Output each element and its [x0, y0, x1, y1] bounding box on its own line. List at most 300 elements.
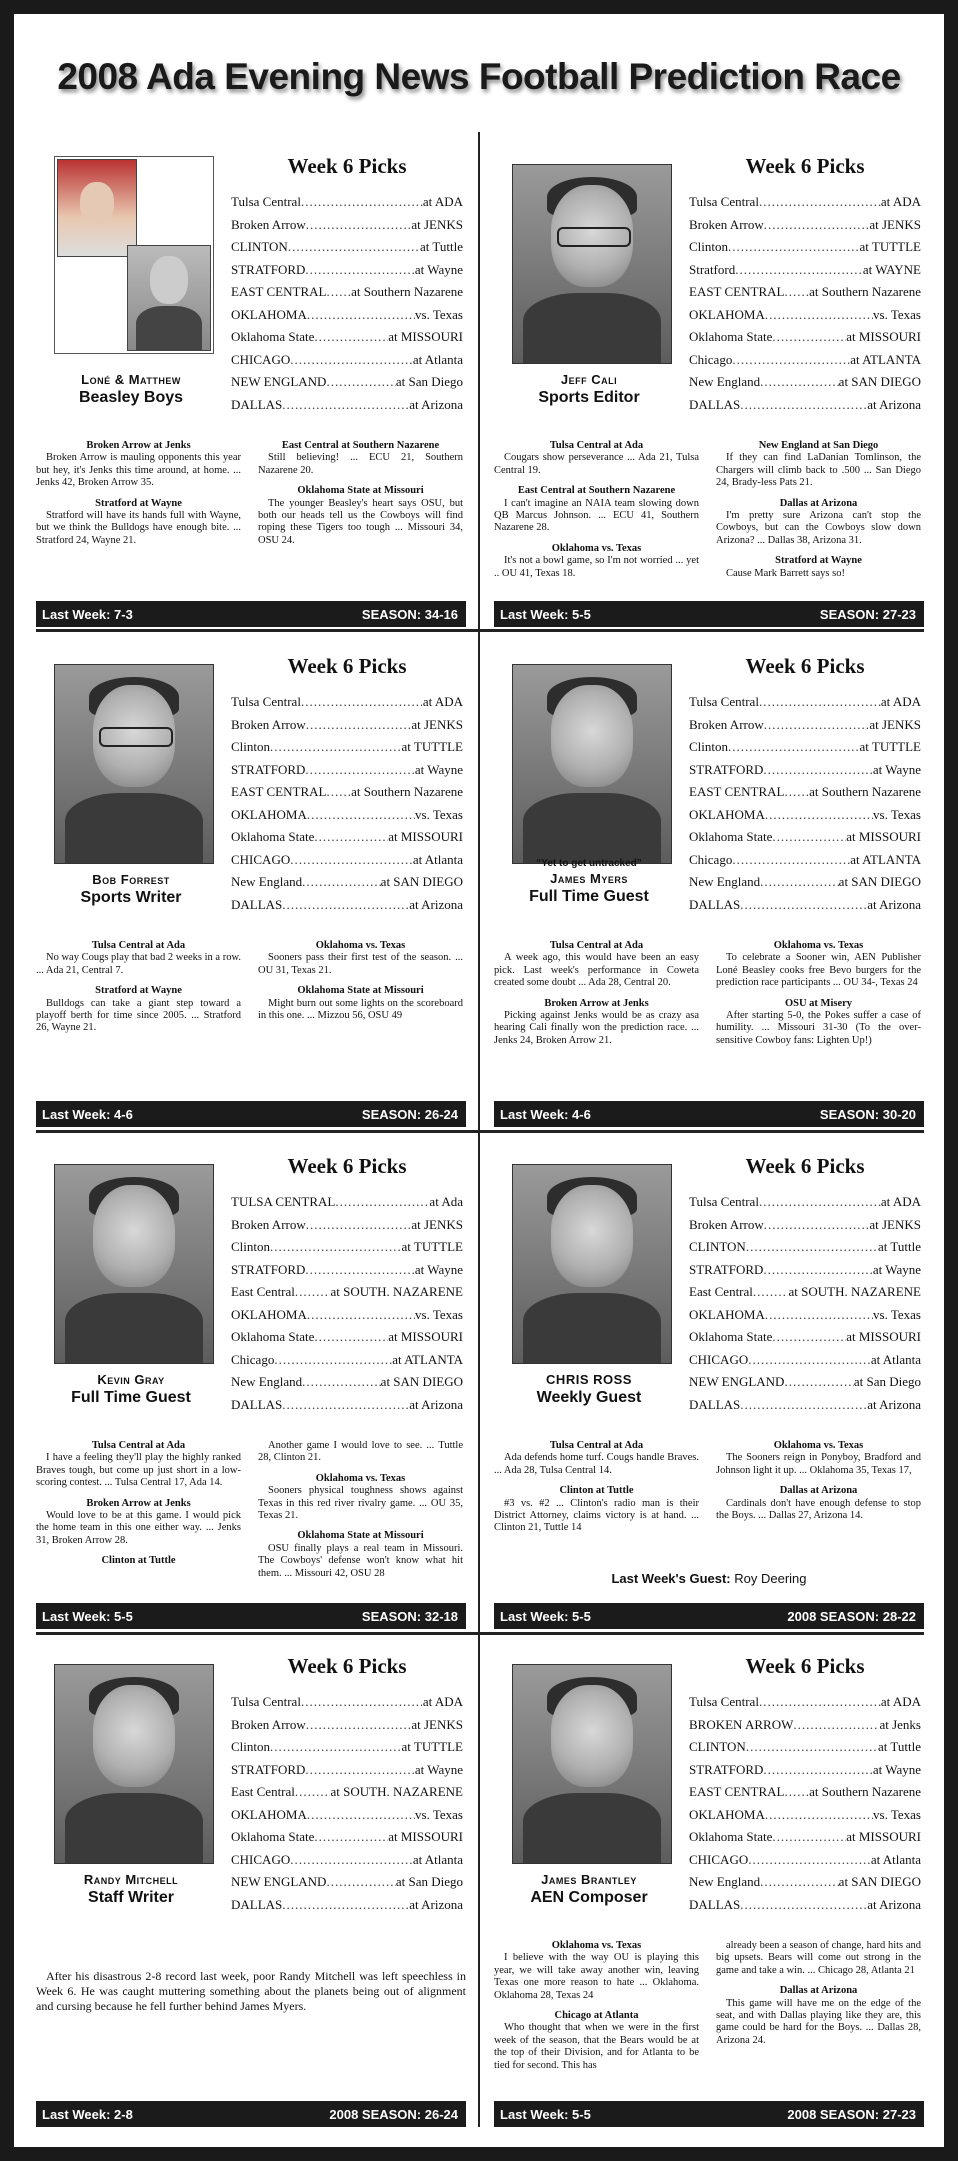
pick-away: Oklahoma State	[231, 1329, 315, 1344]
pick-home: at San Diego	[395, 374, 463, 389]
pick-row	[689, 1281, 921, 1304]
pick-row	[689, 714, 921, 737]
pick-away: Broken Arrow	[231, 216, 306, 232]
record-bar	[36, 601, 466, 627]
author-name: Kevin Gray	[97, 1372, 165, 1387]
pick-away: EAST CENTRAL	[689, 284, 785, 299]
game-heading: Clinton at Tuttle	[101, 1555, 176, 1567]
pick-away: Clinton	[689, 739, 729, 754]
pick-away: NEW ENGLAND	[231, 374, 327, 389]
portrait-photo	[512, 664, 672, 864]
pick-home: at MISSOURI	[388, 1829, 463, 1844]
pick-away: Oklahoma State	[689, 1829, 773, 1844]
pick-home: at JENKS	[411, 216, 463, 232]
pick-row	[689, 1849, 921, 1872]
game-heading: OSU at Misery	[784, 997, 853, 1009]
pick-home: at Tuttle	[878, 1239, 921, 1254]
pick-away: OKLAHOMA	[231, 806, 307, 822]
pick-row	[231, 804, 463, 827]
game-heading: Dallas at Arizona	[779, 1985, 858, 1997]
pick-row	[231, 1781, 463, 1804]
pick-away: Broken Arrow	[231, 1716, 306, 1732]
author-block	[36, 1372, 226, 1407]
pick-home: at ADA	[880, 694, 921, 709]
pick-row	[689, 394, 921, 417]
game-comment: This game will have me on the edge of the seat, and with Dallas playing like they are, this game could be hard for the Boys. ... Dallas 28, Arizona 24.	[716, 1997, 921, 2046]
record-bar	[36, 2101, 466, 2127]
pick-home: at Atlanta	[412, 351, 463, 367]
week-heading: Week 6 Picks	[287, 654, 407, 678]
game-heading: Stratford at Wayne	[775, 555, 862, 567]
week-heading: Week 6 Picks	[287, 154, 407, 178]
pick-row	[231, 304, 463, 327]
last-week-record: Last Week: 5-5	[500, 1609, 591, 1624]
game-heading: Broken Arrow at Jenks	[544, 997, 649, 1009]
pick-away: CLINTON	[689, 1739, 746, 1754]
commentary	[36, 440, 466, 546]
pick-away: Tulsa Central	[689, 1194, 759, 1209]
pick-away: Oklahoma State	[689, 329, 773, 344]
pick-row	[689, 1826, 921, 1849]
author-block	[494, 858, 684, 906]
pick-away: EAST CENTRAL	[689, 1784, 785, 1799]
game-comment: I'm pretty sure Arizona can't stop the Cowboys, but can the Cowboys slow down Arizona? ... Dallas 38, Arizona 31.	[716, 510, 921, 546]
pick-row	[689, 849, 921, 872]
commentary-column	[36, 940, 241, 1043]
pick-away: Clinton	[689, 239, 729, 254]
pick-away: CHICAGO	[689, 1851, 749, 1867]
pick-home: at Wayne	[414, 1761, 463, 1777]
author-name: Jeff Cali	[560, 372, 618, 387]
author-name: James Myers	[550, 871, 628, 886]
pick-home: at TUTTLE	[401, 1239, 463, 1254]
commentary-column	[716, 440, 921, 588]
pick-home: at JENKS	[411, 1716, 463, 1732]
panel-kevin-gray	[36, 1144, 466, 1629]
pick-home: at San Diego	[853, 1374, 921, 1389]
pick-row	[689, 1871, 921, 1894]
pick-away: Tulsa Central	[231, 1694, 301, 1709]
author-role: AEN Composer	[530, 1889, 648, 1906]
commentary-column	[716, 1940, 921, 2055]
author-role: Staff Writer	[88, 1889, 174, 1906]
pick-away: Tulsa Central	[689, 1694, 759, 1709]
pick-home: at SAN DIEGO	[838, 1874, 921, 1889]
pick-away: STRATFORD	[231, 1261, 306, 1277]
author-role: Weekly Guest	[536, 1389, 642, 1406]
game-heading: Oklahoma vs. Texas	[551, 542, 642, 554]
pick-away: Oklahoma State	[231, 1829, 315, 1844]
pick-row	[689, 691, 921, 714]
pick-row	[231, 394, 463, 417]
pick-home: at MISSOURI	[388, 829, 463, 844]
pick-home: at Arizona	[867, 896, 921, 912]
picks-list	[689, 144, 921, 416]
pick-row	[231, 714, 463, 737]
commentary-column	[258, 440, 463, 555]
pick-home: at TUTTLE	[859, 739, 921, 754]
pick-away: Broken Arrow	[689, 216, 764, 232]
game-heading: Tulsa Central at Ada	[91, 940, 186, 951]
record-bar	[494, 601, 924, 627]
pick-row	[231, 1736, 463, 1759]
last-week-record: Last Week: 2-8	[42, 2107, 133, 2122]
row-divider	[36, 1632, 924, 1635]
pick-home: at MISSOURI	[388, 329, 463, 344]
panel-randy-mitchell	[36, 1644, 466, 2127]
pick-away: Broken Arrow	[689, 1216, 764, 1232]
game-heading: Oklahoma vs. Texas	[773, 1440, 864, 1451]
game-comment: Sooners pass their first test of the season. ... OU 31, Texas 21.	[258, 952, 463, 976]
pick-away: OKLAHOMA	[689, 306, 765, 322]
pick-row	[689, 281, 921, 304]
game-comment: #3 vs. #2 ... Clinton's radio man is their District Attorney, claims victory is at hand. ... Clinton 21, Tuttle 14	[494, 1497, 699, 1534]
pick-away: Stratford	[689, 261, 736, 277]
pick-home: at TUTTLE	[859, 239, 921, 254]
game-heading: Tulsa Central at Ada	[549, 940, 644, 951]
pick-home: at ADA	[880, 1194, 921, 1209]
pick-away: New England	[689, 374, 761, 389]
season-record: 2008 SEASON: 28-22	[787, 1609, 916, 1624]
pick-away: TULSA CENTRAL	[231, 1194, 336, 1209]
pick-away: CHICAGO	[231, 351, 291, 367]
record-bar	[494, 1101, 924, 1127]
game-comment: already been a season of change, hard hits and big upsets. Bears will come out strong in the game and take a win. ... Chicago 28, Atlanta 21	[716, 1940, 921, 1976]
game-comment: Picking against Jenks would be as crazy asa hearing Cali finally won the prediction race. ... Jenks 24, Broken Arrow 21.	[494, 1010, 699, 1046]
panel-james-brantley	[494, 1644, 924, 2127]
pick-away: East Central	[689, 1284, 753, 1299]
pick-home: at Tuttle	[878, 1739, 921, 1754]
game-heading: Oklahoma vs. Texas	[315, 1472, 406, 1484]
row-divider	[36, 629, 924, 632]
game-comment: Still believing! ... ECU 21, Southern Nazarene 20.	[258, 452, 463, 476]
game-comment: After starting 5-0, the Pokes suffer a case of humility. ... Missouri 31-30 (To the over-sensitive Cowboy fans: Lighten Up!)	[716, 1010, 921, 1046]
game-comment: Another game I would love to see. ... Tuttle 28, Clinton 21.	[258, 1440, 463, 1464]
season-record: SEASON: 32-18	[361, 1609, 458, 1624]
portrait-photo	[127, 245, 211, 351]
picks-list	[689, 1644, 921, 1916]
commentary	[36, 940, 466, 1034]
game-comment: The younger Beasley's heart says OSU, but both our heads tell us the Cowboys will find roping these Tigers too tough ... Missouri 34, OSU 24.	[258, 497, 463, 546]
pick-away: Oklahoma State	[231, 329, 315, 344]
game-comment: Broken Arrow is mauling opponents this year but hey, it's Jenks this time around, at home. ... Jenks 42, Broken Arrow 35.	[36, 452, 241, 489]
author-role: Sports Editor	[538, 389, 640, 406]
pick-row	[231, 1804, 463, 1827]
pick-home: at ADA	[880, 1694, 921, 1709]
game-comment: Would love to be at this game. I would pick the home team in this one either way. ... Jenks 31, Broken Arrow 28.	[36, 1510, 241, 1546]
picks-list	[231, 1644, 463, 1916]
game-heading: Broken Arrow at Jenks	[86, 440, 191, 451]
game-heading: Dallas at Arizona	[779, 1485, 858, 1497]
pick-away: CHICAGO	[689, 1351, 749, 1367]
commentary-column	[36, 1440, 241, 1568]
panel-bob-forrest	[36, 644, 466, 1127]
author-name: Loné & Matthew	[81, 372, 181, 387]
pick-home: at ADA	[422, 194, 463, 209]
pick-row	[231, 1394, 463, 1417]
author-block	[36, 372, 226, 407]
commentary-column	[494, 940, 699, 1055]
season-record: 2008 SEASON: 27-23	[787, 2107, 916, 2122]
game-heading: Oklahoma State at Missouri	[297, 985, 424, 997]
pick-home: at Arizona	[409, 896, 463, 912]
author-role: Full Time Guest	[71, 1389, 191, 1406]
pick-away: Oklahoma State	[689, 1329, 773, 1344]
pick-away: East Central	[231, 1284, 295, 1299]
pick-row	[689, 804, 921, 827]
pick-away: DALLAS	[689, 1396, 741, 1412]
pick-away: OKLAHOMA	[231, 1806, 307, 1822]
record-bar	[494, 1603, 924, 1629]
pick-home: at Atlanta	[412, 851, 463, 867]
record-bar	[494, 2101, 924, 2127]
author-name: CHRIS ROSS	[546, 1372, 632, 1387]
pick-row	[231, 849, 463, 872]
commentary-column	[494, 1440, 699, 1543]
pick-row	[689, 1214, 921, 1237]
portrait-photo	[512, 164, 672, 364]
pick-away: OKLAHOMA	[231, 1306, 307, 1322]
pick-home: at Jenks	[879, 1716, 921, 1732]
picks-list	[231, 1144, 463, 1416]
pick-home: at Tuttle	[420, 239, 463, 254]
pick-row	[689, 759, 921, 782]
pick-away: New England	[231, 1374, 303, 1389]
game-comment: To celebrate a Sooner win, AEN Publisher Loné Beasley cooks free Bevo burgers for the prediction race participants ... OU 34-, Texas 24	[716, 952, 921, 989]
game-heading: Dallas at Arizona	[779, 497, 858, 509]
last-week-record: Last Week: 4-6	[42, 1107, 133, 1122]
pick-away: DALLAS	[231, 896, 283, 912]
game-comment: Cougars show perseverance ... Ada 21, Tulsa Central 19.	[494, 452, 699, 476]
pick-home: at Arizona	[409, 396, 463, 412]
game-comment: I can't imagine an NAIA team slowing down QB Marcus Johnson. ... ECU 41, Southern Nazarene 28.	[494, 497, 699, 534]
pick-home: at SAN DIEGO	[838, 874, 921, 889]
pick-home: vs. Texas	[415, 806, 463, 822]
pick-home: at SAN DIEGO	[380, 1374, 463, 1389]
pick-row	[689, 349, 921, 372]
newspaper-page	[14, 14, 944, 2147]
portrait-photo	[54, 664, 214, 864]
pick-home: at JENKS	[869, 1216, 921, 1232]
pick-row	[231, 1894, 463, 1917]
portrait-photo	[54, 1664, 214, 1864]
author-name: Bob Forrest	[92, 872, 170, 887]
pick-row	[689, 736, 921, 759]
pick-away: Chicago	[231, 1351, 275, 1367]
pick-row	[689, 826, 921, 849]
game-comment: Bulldogs can take a giant step toward a playoff berth for time since 2005. ... Stratford 26, Wayne 21.	[36, 997, 241, 1034]
game-heading: Tulsa Central at Ada	[91, 1440, 186, 1451]
pick-away: Broken Arrow	[231, 1216, 306, 1232]
author-block	[36, 872, 226, 907]
pick-home: at Southern Nazarene	[809, 784, 921, 799]
pick-away: Oklahoma State	[689, 829, 773, 844]
commentary-column	[36, 440, 241, 555]
pick-home: at ATLANTA	[392, 1351, 463, 1367]
pick-away: Chicago	[689, 351, 733, 367]
pick-away: DALLAS	[231, 1396, 283, 1412]
pick-home: at Wayne	[414, 1261, 463, 1277]
last-guest-name: Roy Deering	[734, 1571, 807, 1586]
pick-away: STRATFORD	[689, 761, 764, 777]
pick-away: Clinton	[231, 1739, 271, 1754]
picks-list	[231, 644, 463, 916]
pick-row	[689, 781, 921, 804]
author-block	[494, 1872, 684, 1907]
pick-away: OKLAHOMA	[689, 1806, 765, 1822]
pick-away: DALLAS	[689, 896, 741, 912]
pick-away: New England	[689, 1874, 761, 1889]
pick-row	[689, 304, 921, 327]
season-record: 2008 SEASON: 26-24	[329, 2107, 458, 2122]
pick-home: at JENKS	[869, 216, 921, 232]
pick-row	[689, 326, 921, 349]
pick-away: EAST CENTRAL	[231, 284, 327, 299]
pick-away: Tulsa Central	[689, 694, 759, 709]
season-record: SEASON: 27-23	[819, 607, 916, 622]
commentary-column	[716, 1440, 921, 1530]
pick-home: at SOUTH. NAZARENE	[330, 1284, 463, 1299]
pick-away: STRATFORD	[231, 261, 306, 277]
pick-home: vs. Texas	[415, 1306, 463, 1322]
pick-home: at Southern Nazarene	[809, 1784, 921, 1799]
pick-away: OKLAHOMA	[689, 806, 765, 822]
pick-row	[231, 1371, 463, 1394]
pick-away: STRATFORD	[689, 1761, 764, 1777]
game-comment: I believe with the way OU is playing this year, we will take away another win, leaving Texas one more reason to hate ... Oklahoma. Oklahoma 28, Texas 24	[494, 1952, 699, 2001]
pick-home: at JENKS	[869, 716, 921, 732]
author-block	[494, 1372, 684, 1407]
pick-away: Broken Arrow	[231, 716, 306, 732]
picks-list	[689, 644, 921, 916]
game-heading: Oklahoma State at Missouri	[297, 1530, 424, 1542]
panel-lon-matthew	[36, 144, 466, 627]
pick-row	[689, 871, 921, 894]
pick-home: vs. Texas	[873, 806, 921, 822]
pick-row	[231, 1871, 463, 1894]
pick-row	[689, 1259, 921, 1282]
pick-row	[689, 1714, 921, 1737]
week-heading: Week 6 Picks	[287, 1654, 407, 1678]
pick-home: at ATLANTA	[850, 851, 921, 867]
pick-row	[231, 326, 463, 349]
pick-row	[689, 1736, 921, 1759]
panel-chris-ross	[494, 1144, 924, 1629]
last-guest-label: Last Week's Guest:	[611, 1571, 731, 1586]
pick-row	[689, 1326, 921, 1349]
pick-row	[689, 1394, 921, 1417]
pick-away: STRATFORD	[231, 1761, 306, 1777]
week-heading: Week 6 Picks	[287, 1154, 407, 1178]
author-name: Randy Mitchell	[83, 1872, 179, 1887]
pick-away: CLINTON	[231, 239, 288, 254]
pick-home: at Wayne	[414, 761, 463, 777]
pick-row	[231, 1191, 463, 1214]
last-week-record: Last Week: 5-5	[42, 1609, 133, 1624]
game-comment: Might burn out some lights on the scoreboard in this one. ... Mizzou 56, OSU 49	[258, 997, 463, 1022]
pick-away: DALLAS	[689, 1896, 741, 1912]
pick-row	[231, 1714, 463, 1737]
pick-row	[689, 1236, 921, 1259]
pick-row	[689, 1349, 921, 1372]
pick-home: at MISSOURI	[846, 1329, 921, 1344]
portrait-photo	[512, 1664, 672, 1864]
pick-away: New England	[231, 874, 303, 889]
game-heading: Tulsa Central at Ada	[549, 440, 644, 451]
pick-row	[231, 1326, 463, 1349]
pick-row	[689, 191, 921, 214]
pick-home: at TUTTLE	[401, 739, 463, 754]
pick-home: at SOUTH. NAZARENE	[788, 1284, 921, 1299]
pick-away: Chicago	[689, 851, 733, 867]
pick-home: vs. Texas	[415, 1806, 463, 1822]
pick-row	[689, 371, 921, 394]
commentary	[494, 940, 924, 1046]
photo-pair	[54, 156, 214, 354]
author-tagline: “Yet to get untracked”	[536, 858, 642, 869]
record-bar	[36, 1603, 466, 1629]
pick-home: at Southern Nazarene	[809, 284, 921, 299]
pick-row	[689, 236, 921, 259]
pick-row	[231, 1281, 463, 1304]
game-comment: It's not a bowl game, so I'm not worried ... yet .. OU 41, Texas 18.	[494, 555, 699, 579]
panel-jeff-cali	[494, 144, 924, 627]
game-heading: Chicago at Atlanta	[554, 2010, 639, 2022]
pick-row	[689, 894, 921, 917]
author-name: James Brantley	[541, 1872, 637, 1887]
season-record: SEASON: 30-20	[819, 1107, 916, 1122]
commentary	[494, 1440, 924, 1534]
pick-home: at Wayne	[872, 1261, 921, 1277]
pick-away: NEW ENGLAND	[689, 1374, 785, 1389]
pick-home: at Arizona	[867, 1896, 921, 1912]
pick-row	[689, 1781, 921, 1804]
game-comment: Ada defends home turf. Cougs handle Braves. ... Ada 28, Tulsa Central 14.	[494, 1452, 699, 1476]
pick-home: at MISSOURI	[388, 1329, 463, 1344]
pick-home: at Arizona	[409, 1896, 463, 1912]
pick-row	[689, 1691, 921, 1714]
pick-away: EAST CENTRAL	[231, 784, 327, 799]
pick-away: Broken Arrow	[689, 716, 764, 732]
portrait-photo	[512, 1164, 672, 1364]
last-week-record: Last Week: 5-5	[500, 2107, 591, 2122]
last-guest-line	[494, 1571, 924, 1586]
pick-away: STRATFORD	[231, 761, 306, 777]
pick-home: vs. Texas	[415, 306, 463, 322]
portrait-photo	[54, 1164, 214, 1364]
pick-row	[231, 759, 463, 782]
last-week-record: Last Week: 4-6	[500, 1107, 591, 1122]
commentary-column	[494, 440, 699, 588]
pick-away: CHICAGO	[231, 851, 291, 867]
pick-home: at TUTTLE	[401, 1739, 463, 1754]
game-heading: East Central at Southern Nazarene	[517, 485, 676, 497]
pick-row	[231, 214, 463, 237]
pick-row	[231, 371, 463, 394]
game-heading: Oklahoma vs. Texas	[551, 1940, 642, 1951]
pick-row	[231, 1849, 463, 1872]
pick-away: Oklahoma State	[231, 829, 315, 844]
game-heading: Oklahoma vs. Texas	[315, 940, 406, 951]
game-comment: OSU finally plays a real team in Missouri. The Cowboys' defense won't know what hit them. ... Missouri 42, OSU 28	[258, 1542, 463, 1579]
pick-row	[231, 1304, 463, 1327]
game-comment: No way Cougs play that bad 2 weeks in a row. ... Ada 21, Central 7.	[36, 952, 241, 976]
pick-away: DALLAS	[231, 396, 283, 412]
game-heading: Stratford at Wayne	[95, 497, 182, 509]
pick-home: at Ada	[429, 1194, 463, 1209]
page-title: 2008 Ada Evening News Football Prediction Race	[57, 56, 901, 97]
commentary-column	[494, 1940, 699, 2080]
